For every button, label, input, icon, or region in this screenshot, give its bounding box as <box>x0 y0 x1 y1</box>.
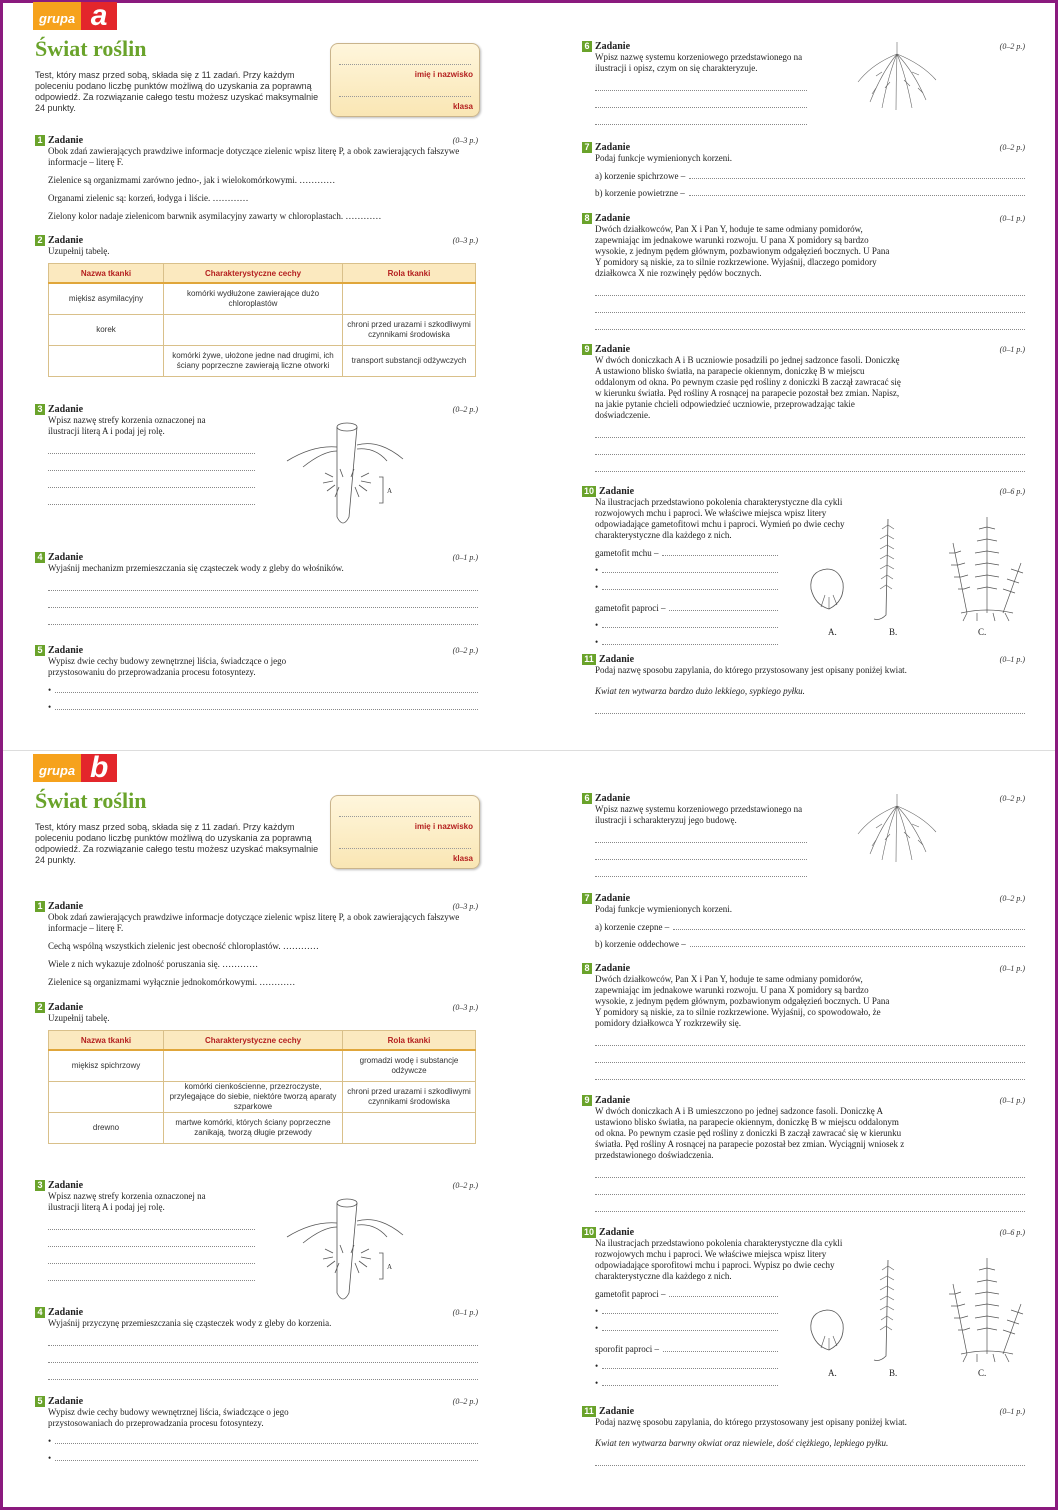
task-heading: Zadanie <box>599 653 635 665</box>
answer-line[interactable] <box>595 1161 1025 1178</box>
task-heading: Zadanie <box>599 1226 635 1238</box>
task-text: Na ilustracjach przedstawiono pokolenia charakterystyczne dla cykli rozwojowych mchu i paproci. We właściwe miejsca wpisz litery odpowiadające sporofitowi mchu i paproci. Wypisz po dwie cechy charakterystyczne dla każdego z nich. <box>595 1238 843 1281</box>
task-points: (0–1 p.) <box>999 963 1025 973</box>
task-7 <box>582 892 1025 949</box>
task-text: Wpisz nazwę systemu korzeniowego przedstawionego na ilustracji i scharakteryzuj jego budowę. <box>595 804 803 825</box>
answer-line[interactable] <box>48 471 255 488</box>
answer-line[interactable] <box>48 1230 255 1247</box>
task-heading: Zadanie <box>595 343 631 355</box>
statement-2[interactable]: Organami zielenic są: korzeń, łodyga i liście. ………… <box>48 193 249 203</box>
table-cell[interactable]: komórki żywe, ułożone jedne nad drugimi, ich ściany poprzeczne zawierają liczne otworki <box>164 346 343 377</box>
answer-line[interactable]: • <box>48 678 478 695</box>
answer-line[interactable] <box>48 1363 478 1380</box>
task-points: (0–1 p.) <box>999 654 1025 664</box>
task-points: (0–2 p.) <box>999 142 1025 152</box>
task-6 <box>582 40 1025 125</box>
table-header: Nazwa tkanki <box>49 264 164 284</box>
fern-sporophyte-illustration <box>937 513 1027 623</box>
task-number: 3 <box>35 1180 45 1191</box>
test-title: Świat roślin <box>35 36 147 61</box>
task-heading: Zadanie <box>595 212 631 224</box>
label-c: C. <box>978 1368 987 1378</box>
task-number: 2 <box>35 1002 45 1013</box>
task-text: Dwóch działkowców, Pan X i Pan Y, hoduje te same odmiany pomidorów, zapewniając im jednakowe warunki rozwoju. U pana X pomidory są bardzo wysokie, z jednym pędem głównym, pozbawionym odgałęzień bocznych. U Pana Y pomidory są niskie, za to silnie rozkrzewione. Wyjaśnij, dlaczego pomidory działkowca X nie rozwinęły pędów bocznych. <box>595 224 890 278</box>
table-row <box>49 1113 476 1144</box>
answer-line[interactable] <box>48 1329 478 1346</box>
answer-line[interactable] <box>595 697 1025 714</box>
answer-line[interactable] <box>595 438 1025 455</box>
flower-description: Kwiat ten wytwarza barwny okwiat oraz niewiele, dość ciężkiego, lepkiego pyłku. <box>595 1438 889 1448</box>
task-2 <box>35 1001 478 1144</box>
task-points: (0–1 p.) <box>452 1307 478 1317</box>
moss-illustration <box>872 515 902 625</box>
task-points: (0–2 p.) <box>999 41 1025 51</box>
statement-1[interactable]: Cechą wspólną wszystkich zielenic jest obecność chloroplastów. ………… <box>48 941 319 951</box>
answer-line[interactable] <box>48 454 255 471</box>
fern-gametophyte-illustration <box>807 1306 847 1356</box>
task-7 <box>582 141 1025 198</box>
task-number: 11 <box>582 654 596 665</box>
task-text: Podaj nazwę sposobu zapylania, do którego przystosowany jest opisany poniżej kwiat. <box>595 1417 907 1427</box>
fibrous-root-illustration <box>852 794 942 864</box>
task-number: 3 <box>35 404 45 415</box>
task-6 <box>582 792 1025 877</box>
answer-line[interactable] <box>595 843 807 860</box>
task-number: 4 <box>35 552 45 563</box>
task-text: Obok zdań zawierających prawdziwe informacje dotyczące zielenic wpisz literę P, a obok zawierających fałszywe informacje – literę F. <box>48 146 460 167</box>
task-heading: Zadanie <box>48 1179 84 1191</box>
task-points: (0–1 p.) <box>999 344 1025 354</box>
tissue-table <box>48 263 476 377</box>
task-9 <box>582 343 1025 472</box>
table-cell[interactable]: miękisz asymilacyjny <box>49 283 164 315</box>
group-badge <box>33 2 117 30</box>
task-points: (0–1 p.) <box>999 213 1025 223</box>
group-badge <box>33 751 117 784</box>
answer-line[interactable] <box>595 296 1025 313</box>
table-row <box>49 315 476 346</box>
table-cell[interactable] <box>343 1113 476 1144</box>
task-text: W dwóch doniczkach A i B umieszczono po jednej sadzonce fasoli. Doniczkę A ustawiono blisko światła, na parapecie okiennym, doniczkę B w miejscu oddalonym od okna. Po pewnym czasie pęd rośliny z doniczki B zaczął zawracać się w kierunku światła. Pęd rośliny A rosnącej na parapecie pozostał bez zmian. Wyciągnij wniosek z przedstawionego doświadczenia. <box>595 1106 905 1160</box>
task-points: (0–2 p.) <box>999 893 1025 903</box>
answer-line[interactable] <box>48 1346 478 1363</box>
answer-line[interactable] <box>595 313 1025 330</box>
answer-line[interactable] <box>595 1063 1025 1080</box>
table-cell[interactable]: komórki cienkościenne, przezroczyste, przylegające do siebie, niektóre tworzą aparaty szparkowe <box>164 1082 343 1113</box>
task-points: (0–1 p.) <box>999 1406 1025 1416</box>
fibrous-root-illustration <box>852 42 942 112</box>
task-4 <box>35 1306 478 1380</box>
answer-line-a[interactable]: a) korzenie czepne – <box>595 915 1025 932</box>
task-4 <box>35 551 478 625</box>
task-5 <box>35 1395 478 1463</box>
task-heading: Zadanie <box>48 551 84 563</box>
answer-line[interactable] <box>48 1213 255 1230</box>
task-text: Podaj funkcje wymienionych korzeni. <box>595 153 732 163</box>
task-heading: Zadanie <box>48 1395 84 1407</box>
task-number: 10 <box>583 486 594 496</box>
answer-line[interactable]: gametofit paproci – <box>595 596 778 613</box>
answer-line[interactable] <box>595 279 1025 296</box>
task-heading: Zadanie <box>595 792 631 804</box>
task-8 <box>582 212 1025 330</box>
task-text: Wpisz nazwę systemu korzeniowego przedstawionego na ilustracji i opisz, czym on się charakteryzuje. <box>595 52 803 73</box>
answer-line[interactable] <box>595 74 807 91</box>
answer-line[interactable]: • <box>595 1354 778 1371</box>
tissue-table <box>48 1030 476 1144</box>
group-label: grupa <box>33 2 81 30</box>
task-10 <box>582 485 1025 647</box>
task-points: (0–1 p.) <box>452 552 478 562</box>
table-cell[interactable] <box>164 1050 343 1082</box>
task-heading: Zadanie <box>48 644 84 656</box>
task-text: Wpisz nazwę strefy korzenia oznaczonej na ilustracji literą A i podaj jej rolę. <box>48 1191 206 1212</box>
name-label: imię i nazwisko <box>414 70 473 79</box>
task-heading: Zadanie <box>48 134 84 146</box>
task-number: 2 <box>35 235 45 246</box>
answer-line[interactable] <box>595 91 807 108</box>
table-cell[interactable]: drewno <box>49 1113 164 1144</box>
task-11 <box>582 1405 1025 1466</box>
statement-1[interactable]: Zielenice są organizmami zarówno jedno-, jak i wielokomórkowymi. ………… <box>48 175 336 185</box>
task-9 <box>582 1094 1025 1212</box>
task-number: 9 <box>582 344 592 355</box>
label-b: B. <box>889 1368 898 1378</box>
moss-illustration <box>872 1256 902 1366</box>
answer-line[interactable] <box>595 1195 1025 1212</box>
answer-line-a[interactable]: a) korzenie spichrzowe – <box>595 164 1025 181</box>
task-1 <box>35 134 478 222</box>
root-tip-illustration <box>283 1193 413 1313</box>
answer-line[interactable]: • <box>595 1299 778 1316</box>
task-number: 5 <box>35 1396 45 1407</box>
table-row <box>49 1082 476 1113</box>
task-points: (0–2 p.) <box>452 404 478 414</box>
task-number: 6 <box>582 41 592 52</box>
group-letter: a <box>81 2 117 30</box>
task-number: 5 <box>35 645 45 656</box>
class-label: klasa <box>452 854 473 863</box>
answer-line[interactable]: • <box>595 1316 778 1333</box>
label-c: C. <box>978 627 987 637</box>
label-a: A. <box>828 1368 837 1378</box>
answer-line[interactable]: • <box>595 630 778 647</box>
task-11 <box>582 653 1025 714</box>
task-points: (0–2 p.) <box>999 793 1025 803</box>
answer-line[interactable]: • <box>48 1446 478 1463</box>
answer-line[interactable] <box>48 488 255 505</box>
group-letter: b <box>81 754 117 782</box>
task-3 <box>35 1179 478 1281</box>
task-points: (0–6 p.) <box>999 1227 1025 1237</box>
statement-2[interactable]: Wiele z nich wykazuje zdolność poruszania się. ………… <box>48 959 259 969</box>
task-number: 1 <box>35 901 45 912</box>
task-text: Podaj nazwę sposobu zapylania, do którego przystosowany jest opisany poniżej kwiat. <box>595 665 907 675</box>
task-text: Wyjaśnij przyczynę przemieszczania się cząsteczek wody z gleby do korzenia. <box>48 1318 332 1328</box>
label-a: A. <box>828 627 837 637</box>
table-header: Charakterystyczne cechy <box>164 1031 343 1051</box>
task-heading: Zadanie <box>48 234 84 246</box>
task-heading: Zadanie <box>599 1405 635 1417</box>
task-text: Wpisz nazwę strefy korzenia oznaczonej na ilustracji literą A i podaj jej rolę. <box>48 415 206 436</box>
answer-line[interactable] <box>595 1029 1025 1046</box>
table-cell[interactable] <box>164 315 343 346</box>
table-cell[interactable]: gromadzi wodę i substancje odżywcze <box>343 1050 476 1082</box>
class-label: klasa <box>452 102 473 111</box>
test-intro: Test, który masz przed sobą, składa się z 11 zadań. Przy każdym poleceniu podano liczbę punktów możliwą do uzyskania za poprawną odpowiedź. Za rozwiązanie całego testu możesz uzyskać maksymalnie 24 punkty. <box>35 70 319 113</box>
task-text: Uzupełnij tabelę. <box>48 246 110 256</box>
answer-line[interactable] <box>48 437 255 454</box>
answer-line[interactable] <box>595 826 807 843</box>
marker-a: A <box>387 487 393 495</box>
task-heading: Zadanie <box>48 1001 84 1013</box>
task-heading: Zadanie <box>595 40 631 52</box>
task-text: Wypisz dwie cechy budowy wewnętrznej liścia, świadczące o jego przystosowaniach do przeprowadzania procesu fotosyntezy. <box>48 1407 289 1428</box>
table-cell[interactable]: chroni przed urazami i szkodliwymi czynnikami środowiska <box>343 1082 476 1113</box>
table-header: Rola tkanki <box>343 264 476 284</box>
answer-line[interactable] <box>595 455 1025 472</box>
marker-a: A <box>387 1263 393 1271</box>
answer-line[interactable] <box>48 608 478 625</box>
task-text: W dwóch doniczkach A i B uczniowie posadzili po jednej sadzonce fasoli. Doniczkę A ustawiono blisko światła, na parapecie okiennym, doniczkę B w miejscu oddalonym od okna. Po pewnym czasie pęd rośliny z doniczki B zaczął zawracać się w kierunku światła. Pęd rośliny A rosnącej na parapecie pozostał bez zmian. Napisz, na jakie pytanie chcieli odpowiedzieć uczniowie, przeprowadzając takie doświadczenie. <box>595 355 901 420</box>
task-number: 7 <box>582 893 592 904</box>
table-cell[interactable]: korek <box>49 315 164 346</box>
answer-line[interactable] <box>48 574 478 591</box>
answer-line[interactable]: • <box>595 575 778 592</box>
table-row <box>49 346 476 377</box>
table-cell[interactable]: miękisz spichrzowy <box>49 1050 164 1082</box>
answer-line[interactable] <box>595 1449 1025 1466</box>
table-cell[interactable] <box>49 346 164 377</box>
table-cell[interactable]: transport substancji odżywczych <box>343 346 476 377</box>
answer-line[interactable]: sporofit paproci – <box>595 1337 778 1354</box>
task-number: 9 <box>582 1095 592 1106</box>
table-cell[interactable]: martwe komórki, których ściany poprzeczne zanikają, tworzą długie przewody <box>164 1113 343 1144</box>
task-points: (0–3 p.) <box>452 235 478 245</box>
task-points: (0–2 p.) <box>452 1180 478 1190</box>
task-heading: Zadanie <box>599 485 635 497</box>
task-points: (0–3 p.) <box>452 135 478 145</box>
task-number: 8 <box>582 213 592 224</box>
answer-line[interactable] <box>595 1046 1025 1063</box>
group-separator <box>3 750 1055 751</box>
task-points: (0–6 p.) <box>999 486 1025 496</box>
answer-line[interactable]: gametofit paproci – <box>595 1282 778 1299</box>
root-tip-illustration <box>283 417 413 537</box>
task-number: 6 <box>582 793 592 804</box>
test-group-b <box>0 752 1052 1504</box>
task-heading: Zadanie <box>48 900 84 912</box>
answer-line[interactable] <box>595 108 807 125</box>
test-title: Świat roślin <box>35 788 147 813</box>
task-10 <box>582 1226 1025 1388</box>
test-group-a <box>0 0 1052 752</box>
task-1 <box>35 900 478 988</box>
answer-line[interactable] <box>595 860 807 877</box>
task-5 <box>35 644 478 712</box>
statement-3[interactable]: Zielenice są organizmami wyłącznie jednokomórkowymi. ………… <box>48 977 296 987</box>
table-row <box>49 1050 476 1082</box>
task-number: 8 <box>582 963 592 974</box>
answer-line-b[interactable]: b) korzenie oddechowe – <box>595 932 1025 949</box>
table-cell[interactable]: chroni przed urazami i szkodliwymi czynnikami środowiska <box>343 315 476 346</box>
task-heading: Zadanie <box>595 141 631 153</box>
task-text: Wypisz dwie cechy budowy zewnętrznej liścia, świadczące o jego przystosowaniu do przeprowadzania procesu fotosyntezy. <box>48 656 287 677</box>
name-box[interactable] <box>330 795 480 869</box>
task-heading: Zadanie <box>48 1306 84 1318</box>
test-intro: Test, który masz przed sobą, składa się z 11 zadań. Przy każdym poleceniu podano liczbę punktów możliwą do uzyskania za poprawną odpowiedź. Za rozwiązanie całego testu możesz uzyskać maksymalnie 24 punkty. <box>35 822 319 865</box>
table-header: Nazwa tkanki <box>49 1031 164 1051</box>
task-text: Obok zdań zawierających prawdziwe informacje dotyczące zielenic wpisz literę P, a obok zawierających fałszywe informacje – literę F. <box>48 912 460 933</box>
task-points: (0–2 p.) <box>452 1396 478 1406</box>
answer-line[interactable]: gametofit mchu – <box>595 541 778 558</box>
task-heading: Zadanie <box>595 892 631 904</box>
table-header: Charakterystyczne cechy <box>164 264 343 284</box>
task-text: Dwóch działkowców, Pan X i Pan Y, hoduje te same odmiany pomidorów, zapewniając im jednakowe warunki rozwoju. U pana X pomidory są bardzo wysokie, z jednym pędem głównym, pozbawionym odgałęzień bocznych. U Pana Y pomidory są niskie, za to silnie rozkrzewione. Wyjaśnij, co spowodowało, że pomidory działkowca Y rozkrzewiły się. <box>595 974 890 1028</box>
task-heading: Zadanie <box>595 1094 631 1106</box>
name-box[interactable] <box>330 43 480 117</box>
task-number: 7 <box>582 142 592 153</box>
answer-line[interactable]: • <box>595 613 778 630</box>
task-points: (0–3 p.) <box>452 901 478 911</box>
table-cell[interactable] <box>49 1082 164 1113</box>
task-number: 1 <box>35 135 45 146</box>
statement-3[interactable]: Zielony kolor nadaje zielenicom barwnik asymilacyjny zawarty w chloroplastach. ………… <box>48 211 382 221</box>
answer-line[interactable] <box>48 1247 255 1264</box>
answer-line[interactable] <box>595 1178 1025 1195</box>
task-heading: Zadanie <box>48 403 84 415</box>
task-number: 10 <box>583 1227 594 1237</box>
task-text: Podaj funkcje wymienionych korzeni. <box>595 904 732 914</box>
answer-line[interactable] <box>48 591 478 608</box>
task-points: (0–1 p.) <box>999 1095 1025 1105</box>
table-header: Rola tkanki <box>343 1031 476 1051</box>
task-text: Uzupełnij tabelę. <box>48 1013 110 1023</box>
table-cell[interactable] <box>343 283 476 315</box>
fern-sporophyte-illustration <box>937 1254 1027 1364</box>
task-text: Na ilustracjach przedstawiono pokolenia charakterystyczne dla cykli rozwojowych mchu i paproci. We właściwe miejsca wpisz litery odpowiadające gametofitowi mchu i paproci. Wymień po dwie cechy charakterystyczne dla każdego z nich. <box>595 497 845 540</box>
task-number: 11 <box>582 1406 596 1417</box>
task-heading: Zadanie <box>595 962 631 974</box>
table-cell[interactable]: komórki wydłużone zawierające dużo chloroplastów <box>164 283 343 315</box>
flower-description: Kwiat ten wytwarza bardzo dużo lekkiego, sypkiego pyłku. <box>595 686 805 696</box>
answer-line[interactable]: • <box>48 695 478 712</box>
answer-line[interactable] <box>595 421 1025 438</box>
table-row <box>49 283 476 315</box>
answer-line[interactable]: • <box>595 1371 778 1388</box>
task-text: Wyjaśnij mechanizm przemieszczania się cząsteczek wody z gleby do włośników. <box>48 563 344 573</box>
name-label: imię i nazwisko <box>414 822 473 831</box>
group-label: grupa <box>33 754 81 782</box>
task-8 <box>582 962 1025 1080</box>
answer-line[interactable] <box>48 1264 255 1281</box>
task-points: (0–3 p.) <box>452 1002 478 1012</box>
answer-line[interactable]: • <box>48 1429 478 1446</box>
task-number: 4 <box>35 1307 45 1318</box>
label-b: B. <box>889 627 898 637</box>
answer-line[interactable]: • <box>595 558 778 575</box>
fern-gametophyte-illustration <box>807 565 847 615</box>
task-3 <box>35 403 478 505</box>
answer-line-b[interactable]: b) korzenie powietrzne – <box>595 181 1025 198</box>
task-2 <box>35 234 478 377</box>
task-points: (0–2 p.) <box>452 645 478 655</box>
